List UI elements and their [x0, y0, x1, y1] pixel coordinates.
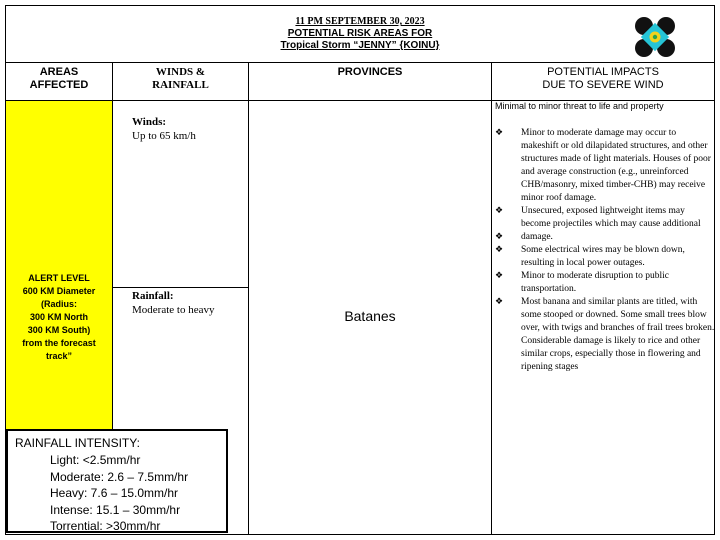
- winds-label: Winds:: [132, 116, 167, 128]
- rainfall-level: Moderate: 2.6 – 7.5mm/hr: [50, 469, 189, 484]
- province-name: Batanes: [344, 308, 396, 324]
- alert-level-highlight: [6, 101, 112, 430]
- col-divider-3: [491, 62, 492, 534]
- col-divider-1: [112, 62, 113, 430]
- rainfall-label: Rainfall:: [132, 290, 174, 302]
- col-header-impacts: POTENTIAL IMPACTS DUE TO SEVERE WIND: [542, 66, 664, 91]
- rainfall-intensity-legend: [6, 429, 228, 533]
- bullet-icon: ❖: [495, 206, 504, 216]
- bullet-icon: ❖: [495, 128, 504, 138]
- impact-item: ❖ Minor to moderate damage may occur to makeshift or old dilapidated structures, and other structures made of light materials. Houses of poor and average construction (e.g., unreinforced CHB/masonry, mixed timber-CHB) may receive minor roof damage.: [495, 128, 711, 203]
- col-header-areas: AREAS AFFECTED: [29, 66, 89, 91]
- impacts-heading: Minimal to minor threat to life and property: [495, 101, 664, 111]
- impact-item: ❖ Some electrical wires may be blown down, resulting in local power outages.: [495, 245, 685, 268]
- report-time: 11 PM SEPTEMBER 30, 2023: [295, 16, 425, 27]
- impact-item: ❖ Unsecured, exposed lightweight items may become projectiles which may cause additional: [495, 206, 701, 229]
- impact-item: ❖ Most banana and similar plants are titled, with some stooped or downed. Some small trees blow over, with twigs and branches of frail trees broken. Considerable damage is likely to rice and other similar crops, especially those in flowering and ripening stages: [495, 297, 715, 372]
- rainfall-intensity-title: RAINFALL INTENSITY:: [15, 436, 140, 450]
- rainfall-level: Torrential: >30mm/hr: [50, 519, 161, 533]
- agency-logo: [633, 16, 677, 58]
- alert-level-text: ALERT LEVEL 600 KM Diameter (Radius: 300 KM North 300 KM South) from the forecast track”: [22, 273, 96, 361]
- bullet-icon: ❖: [495, 245, 504, 255]
- bullet-icon: ❖: [495, 271, 504, 281]
- impacts-list: [495, 127, 715, 374]
- rainfall-level: Light: <2.5mm/hr: [50, 453, 141, 467]
- rainfall-value: Moderate to heavy: [132, 304, 215, 316]
- rainfall-level: Intense: 15.1 – 30mm/hr: [50, 502, 181, 517]
- col-divider-2: [248, 62, 249, 534]
- impact-item: ❖ Minor to moderate disruption to public transportation.: [495, 271, 670, 294]
- winds-rainfall-divider: [112, 287, 248, 288]
- rainfall-level: Heavy: 7.6 – 15.0mm/hr: [50, 486, 179, 500]
- winds-value: Up to 65 km/h: [132, 130, 196, 142]
- impact-item: ❖ damage.: [495, 232, 553, 242]
- col-header-provinces: PROVINCES: [337, 66, 403, 78]
- bullet-icon: ❖: [495, 232, 504, 242]
- rainfall-intensity-levels: [50, 452, 188, 535]
- storm-name: Tropical Storm “JENNY” {KOINU}: [280, 40, 440, 51]
- col-header-winds: WINDS & RAINFALL: [152, 66, 209, 91]
- report-title: POTENTIAL RISK AREAS FOR: [287, 28, 433, 39]
- bullet-icon: ❖: [495, 297, 504, 307]
